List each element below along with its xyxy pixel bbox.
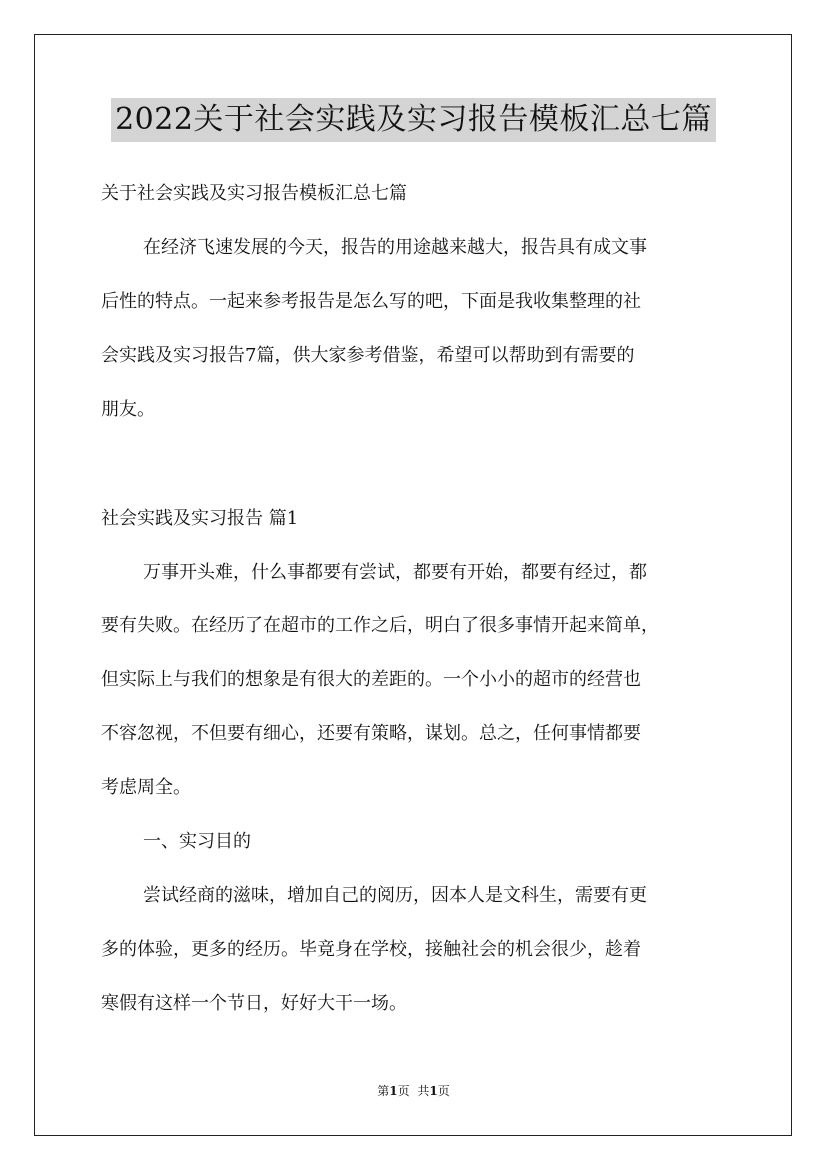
purpose-line-2: 多的体验，更多的经历。毕竟身在学校，接触社会的机会很少，趁着 xyxy=(101,939,641,960)
document-subtitle: 关于社会实践及实习报告模板汇总七篇 xyxy=(101,183,407,204)
section-line-5: 考虑周全。 xyxy=(101,777,191,798)
intro-line-4: 朋友。 xyxy=(101,399,155,420)
section-line-2: 要有失败。在经历了在超市的工作之后，明白了很多事情开起来简单， xyxy=(101,615,659,636)
intro-line-1: 在经济飞速发展的今天，报告的用途越来越大，报告具有成文事 xyxy=(143,237,647,258)
section-heading: 社会实践及实习报告 篇1 xyxy=(101,508,299,529)
section-line-3: 但实际上与我们的想象是有很大的差距的。一个小小的超市的经营也 xyxy=(101,669,641,690)
footer-total-suffix: 页 xyxy=(437,1084,450,1098)
intro-line-3: 会实践及实习报告7篇，供大家参考借鉴，希望可以帮助到有需要的 xyxy=(101,345,635,366)
footer-total-prefix: 共 xyxy=(417,1084,430,1098)
purpose-line-1: 尝试经商的滋味，增加自己的阅历，因本人是文科生，需要有更 xyxy=(143,885,647,906)
footer-total-number: 1 xyxy=(429,1084,438,1098)
footer-page-suffix: 页 xyxy=(397,1084,410,1098)
sub-heading-purpose: 一、实习目的 xyxy=(143,831,251,852)
section-line-1: 万事开头难，什么事都要有尝试，都要有开始，都要有经过，都 xyxy=(143,562,647,583)
intro-line-2: 后性的特点。一起来参考报告是怎么写的吧，下面是我收集整理的社 xyxy=(101,291,641,312)
page-footer xyxy=(0,1083,827,1099)
footer-page-number: 1 xyxy=(389,1084,398,1098)
document-title: 2022关于社会实践及实习报告模板汇总七篇 xyxy=(111,98,716,142)
purpose-line-3: 寒假有这样一个节日，好好大干一场。 xyxy=(101,993,407,1014)
footer-page-prefix: 第 xyxy=(377,1084,390,1098)
title-wrapper xyxy=(0,98,827,142)
section-line-4: 不容忽视，不但要有细心，还要有策略，谋划。总之，任何事情都要 xyxy=(101,723,641,744)
